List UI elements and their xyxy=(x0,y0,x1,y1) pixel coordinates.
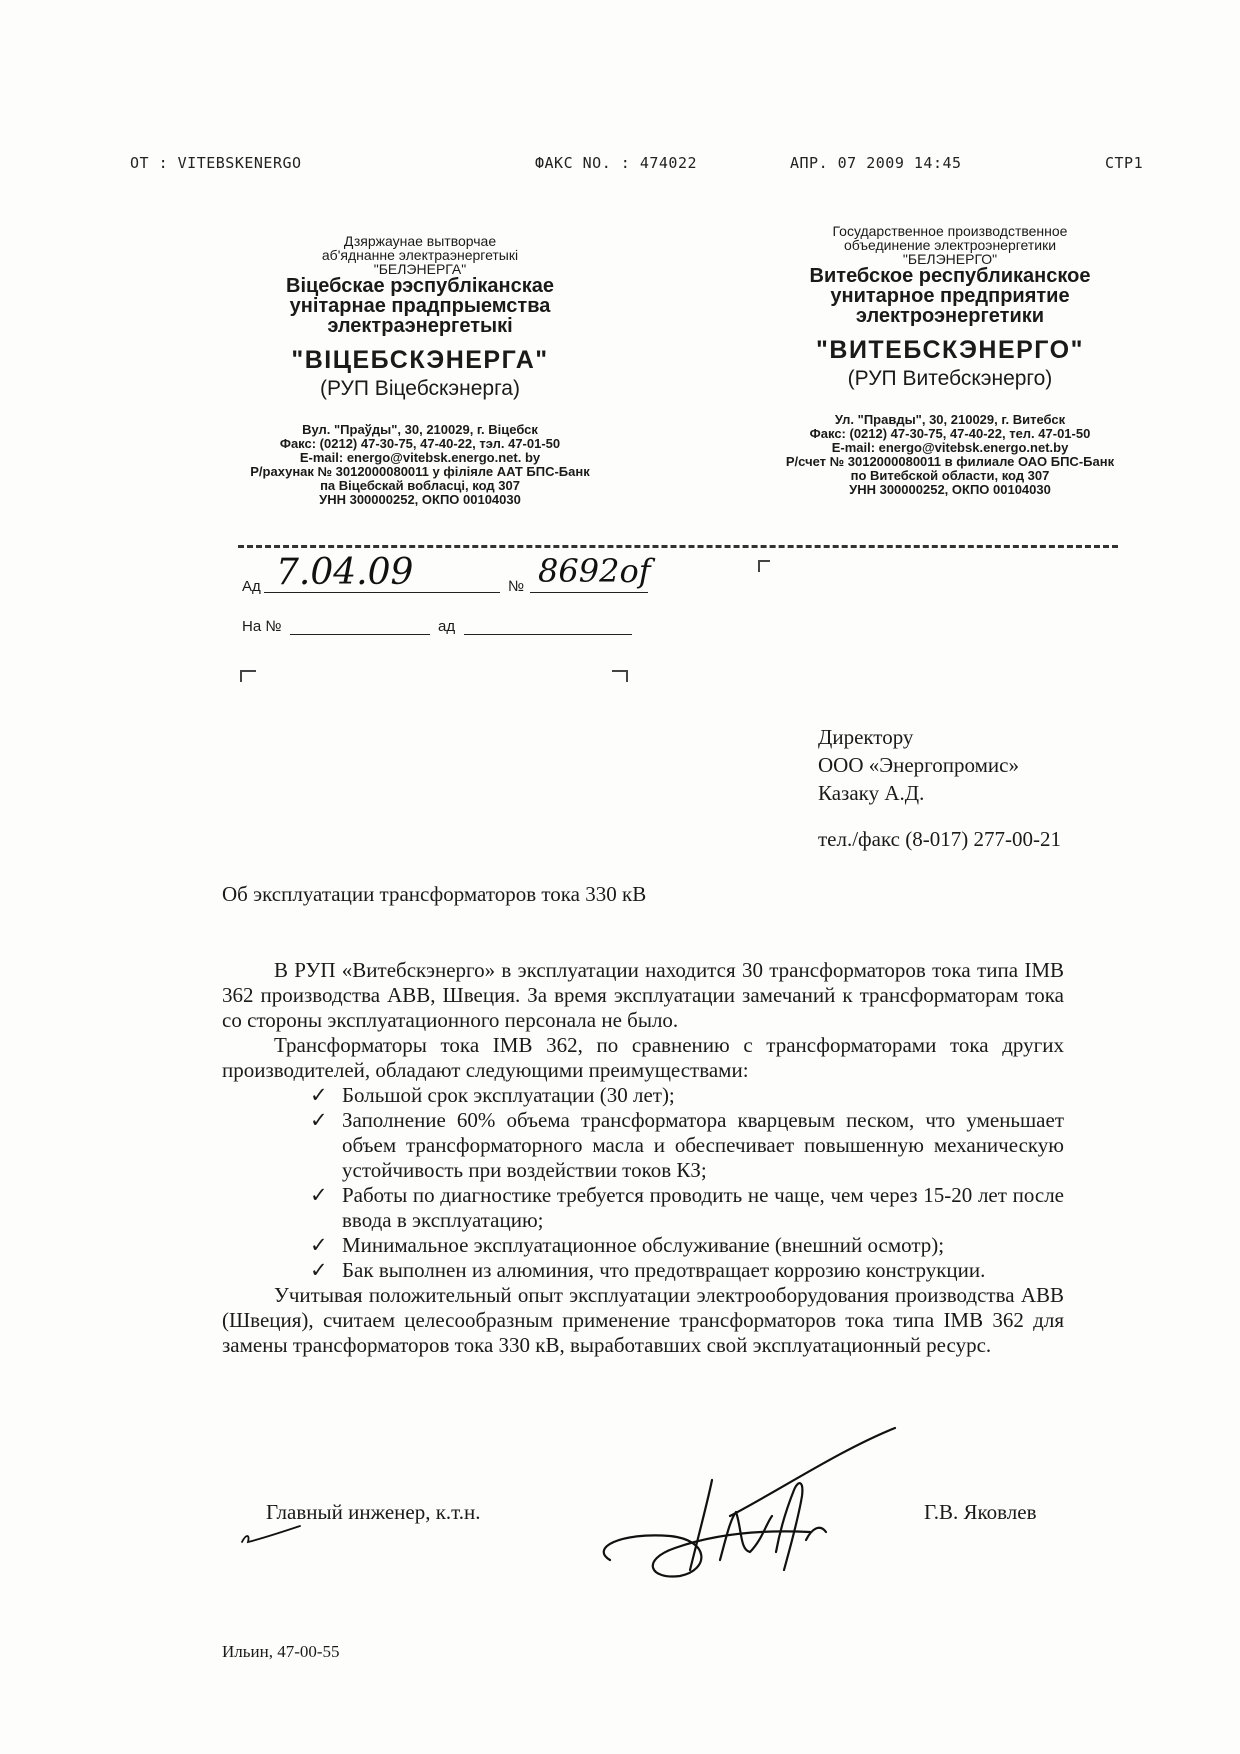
brand-name: "ВИТЕБСКЭНЕРГО" xyxy=(816,336,1084,364)
fax-page: СТР1 xyxy=(1105,154,1144,172)
enterprise-name: Витебское республиканское унитарное предприятие электроэнергетики xyxy=(809,265,1091,327)
letter-subject: Об эксплуатации трансформаторов тока 330 кВ xyxy=(222,882,647,906)
bracket-corner xyxy=(240,670,256,682)
reply-date-line xyxy=(464,634,632,635)
bracket-corner xyxy=(758,560,770,572)
fax-number: ФАКС NO. : 474022 xyxy=(535,154,698,172)
body-paragraph: Учитывая положительный опыт эксплуатации электрооборудования производства ABB (Швеция), считаем целесообразным применение трансформаторов тока типа IMB 362 для замены трансформаторов тока 330 кВ, выработавших свой эксплуатационный ресурс. xyxy=(222,1283,1064,1357)
letterhead-separator xyxy=(238,545,1118,548)
bracket-corner xyxy=(612,670,628,682)
short-name: (РУП Віцебскэнерга) xyxy=(320,377,520,400)
org-name: Государственное производственное объединение электроэнергетики "БЕЛЭНЕРГО" xyxy=(832,223,1068,267)
date-label: Ад xyxy=(242,578,261,595)
fax-datetime: АПР. 07 2009 14:45 xyxy=(790,154,962,172)
signatory-name: Г.В. Яковлев xyxy=(924,1500,1037,1524)
contact-details: Вул. "Праўды", 30, 210029, г. Віцебск Факс: (0212) 47-30-75, 47-40-22, тэл. 47-01-50 E-mail: energo@vitebsk.energo.net. by Р/рахунак № 3012000080011 у філіяле ААТ БПС-Банк па Віцебскай вобласці, код 307 УНН 300000252, ОКПО 00104030 xyxy=(250,422,590,507)
advantages-list xyxy=(222,1083,1064,1283)
list-item: ✓ Бак выполнен из алюминия, что предотвращает коррозию конструкции. xyxy=(310,1258,986,1282)
brand-name: "ВІЦЕБСКЭНЕРГА" xyxy=(291,346,549,374)
letterhead-belarusian xyxy=(210,234,630,507)
handwritten-date: 7.04.09 xyxy=(276,552,414,593)
body-paragraph: В РУП «Витебскэнерго» в эксплуатации находится 30 трансформаторов тока типа IMB 362 производства ABB, Швеция. За время эксплуатации замечаний к трансформаторам тока со стороны эксплуатационного персонала не было. xyxy=(222,958,1064,1032)
letter-body xyxy=(222,958,1064,1358)
number-line xyxy=(530,592,648,593)
body-paragraph: Трансформаторы тока IMB 362, по сравнению с трансформаторами тока других производителей, обладают следующими преимуществами: xyxy=(222,1033,1064,1082)
reply-number-line xyxy=(290,634,430,635)
reply-from-label: ад xyxy=(438,618,456,635)
handwritten-number: 8692of xyxy=(538,552,651,590)
list-item: ✓ Большой срок эксплуатации (30 лет); xyxy=(310,1083,675,1107)
short-name: (РУП Витебскэнерго) xyxy=(847,367,1053,390)
checkmark-icon: ✓ xyxy=(310,1108,328,1132)
enterprise-name: Віцебскае рэспубліканскае унітарнае прадпрыемства электраэнергетыкі xyxy=(286,275,554,337)
addressee-block: Директору ООО «Энергопромис» Казаку А.Д. xyxy=(818,725,1019,805)
executor-contact: Ильин, 47-00-55 xyxy=(222,1642,340,1661)
fax-sender: OT : VITEBSKENERGO xyxy=(130,154,302,172)
addressee-phone: тел./факс (8-017) 277-00-21 xyxy=(818,827,1061,851)
checkmark-icon: ✓ xyxy=(310,1083,328,1107)
list-item: ✓ Заполнение 60% объема трансформатора кварцевым песком, что уменьшает объем трансформаторного масла и обеспечивает повышенную механическую устойчивость при воздействии токов КЗ; xyxy=(310,1108,1064,1182)
checkmark-icon: ✓ xyxy=(310,1233,328,1257)
list-item: ✓ Работы по диагностике требуется проводить не чаще, чем через 15-20 лет после ввода в эксплуатацию; xyxy=(310,1183,1064,1232)
reply-to-label: На № xyxy=(242,618,282,635)
number-label: № xyxy=(508,578,525,595)
signatory-position: Главный инженер, к.т.н. xyxy=(266,1500,481,1524)
org-name: Дзяржаунае вытворчае аб'яднанне электраэнергетыкі "БЕЛЭНЕРГА" xyxy=(321,233,519,277)
checkmark-icon: ✓ xyxy=(310,1258,328,1282)
checkmark-icon: ✓ xyxy=(310,1183,328,1207)
contact-details: Ул. "Правды", 30, 210029, г. Витебск Факс: (0212) 47-30-75, 47-40-22, тел. 47-01-50 E-mail: energo@vitebsk.energo.net.by Р/счет № 3012000080011 в филиале ОАО БПС-Банк по Витебской области, код 307 УНН 300000252, ОКПО 00104030 xyxy=(785,412,1115,497)
list-item: ✓ Минимальное эксплуатационное обслуживание (внешний осмотр); xyxy=(310,1233,945,1257)
handwritten-signature xyxy=(580,1420,900,1590)
initials-mark xyxy=(236,1520,306,1550)
letterhead-russian xyxy=(740,224,1160,497)
